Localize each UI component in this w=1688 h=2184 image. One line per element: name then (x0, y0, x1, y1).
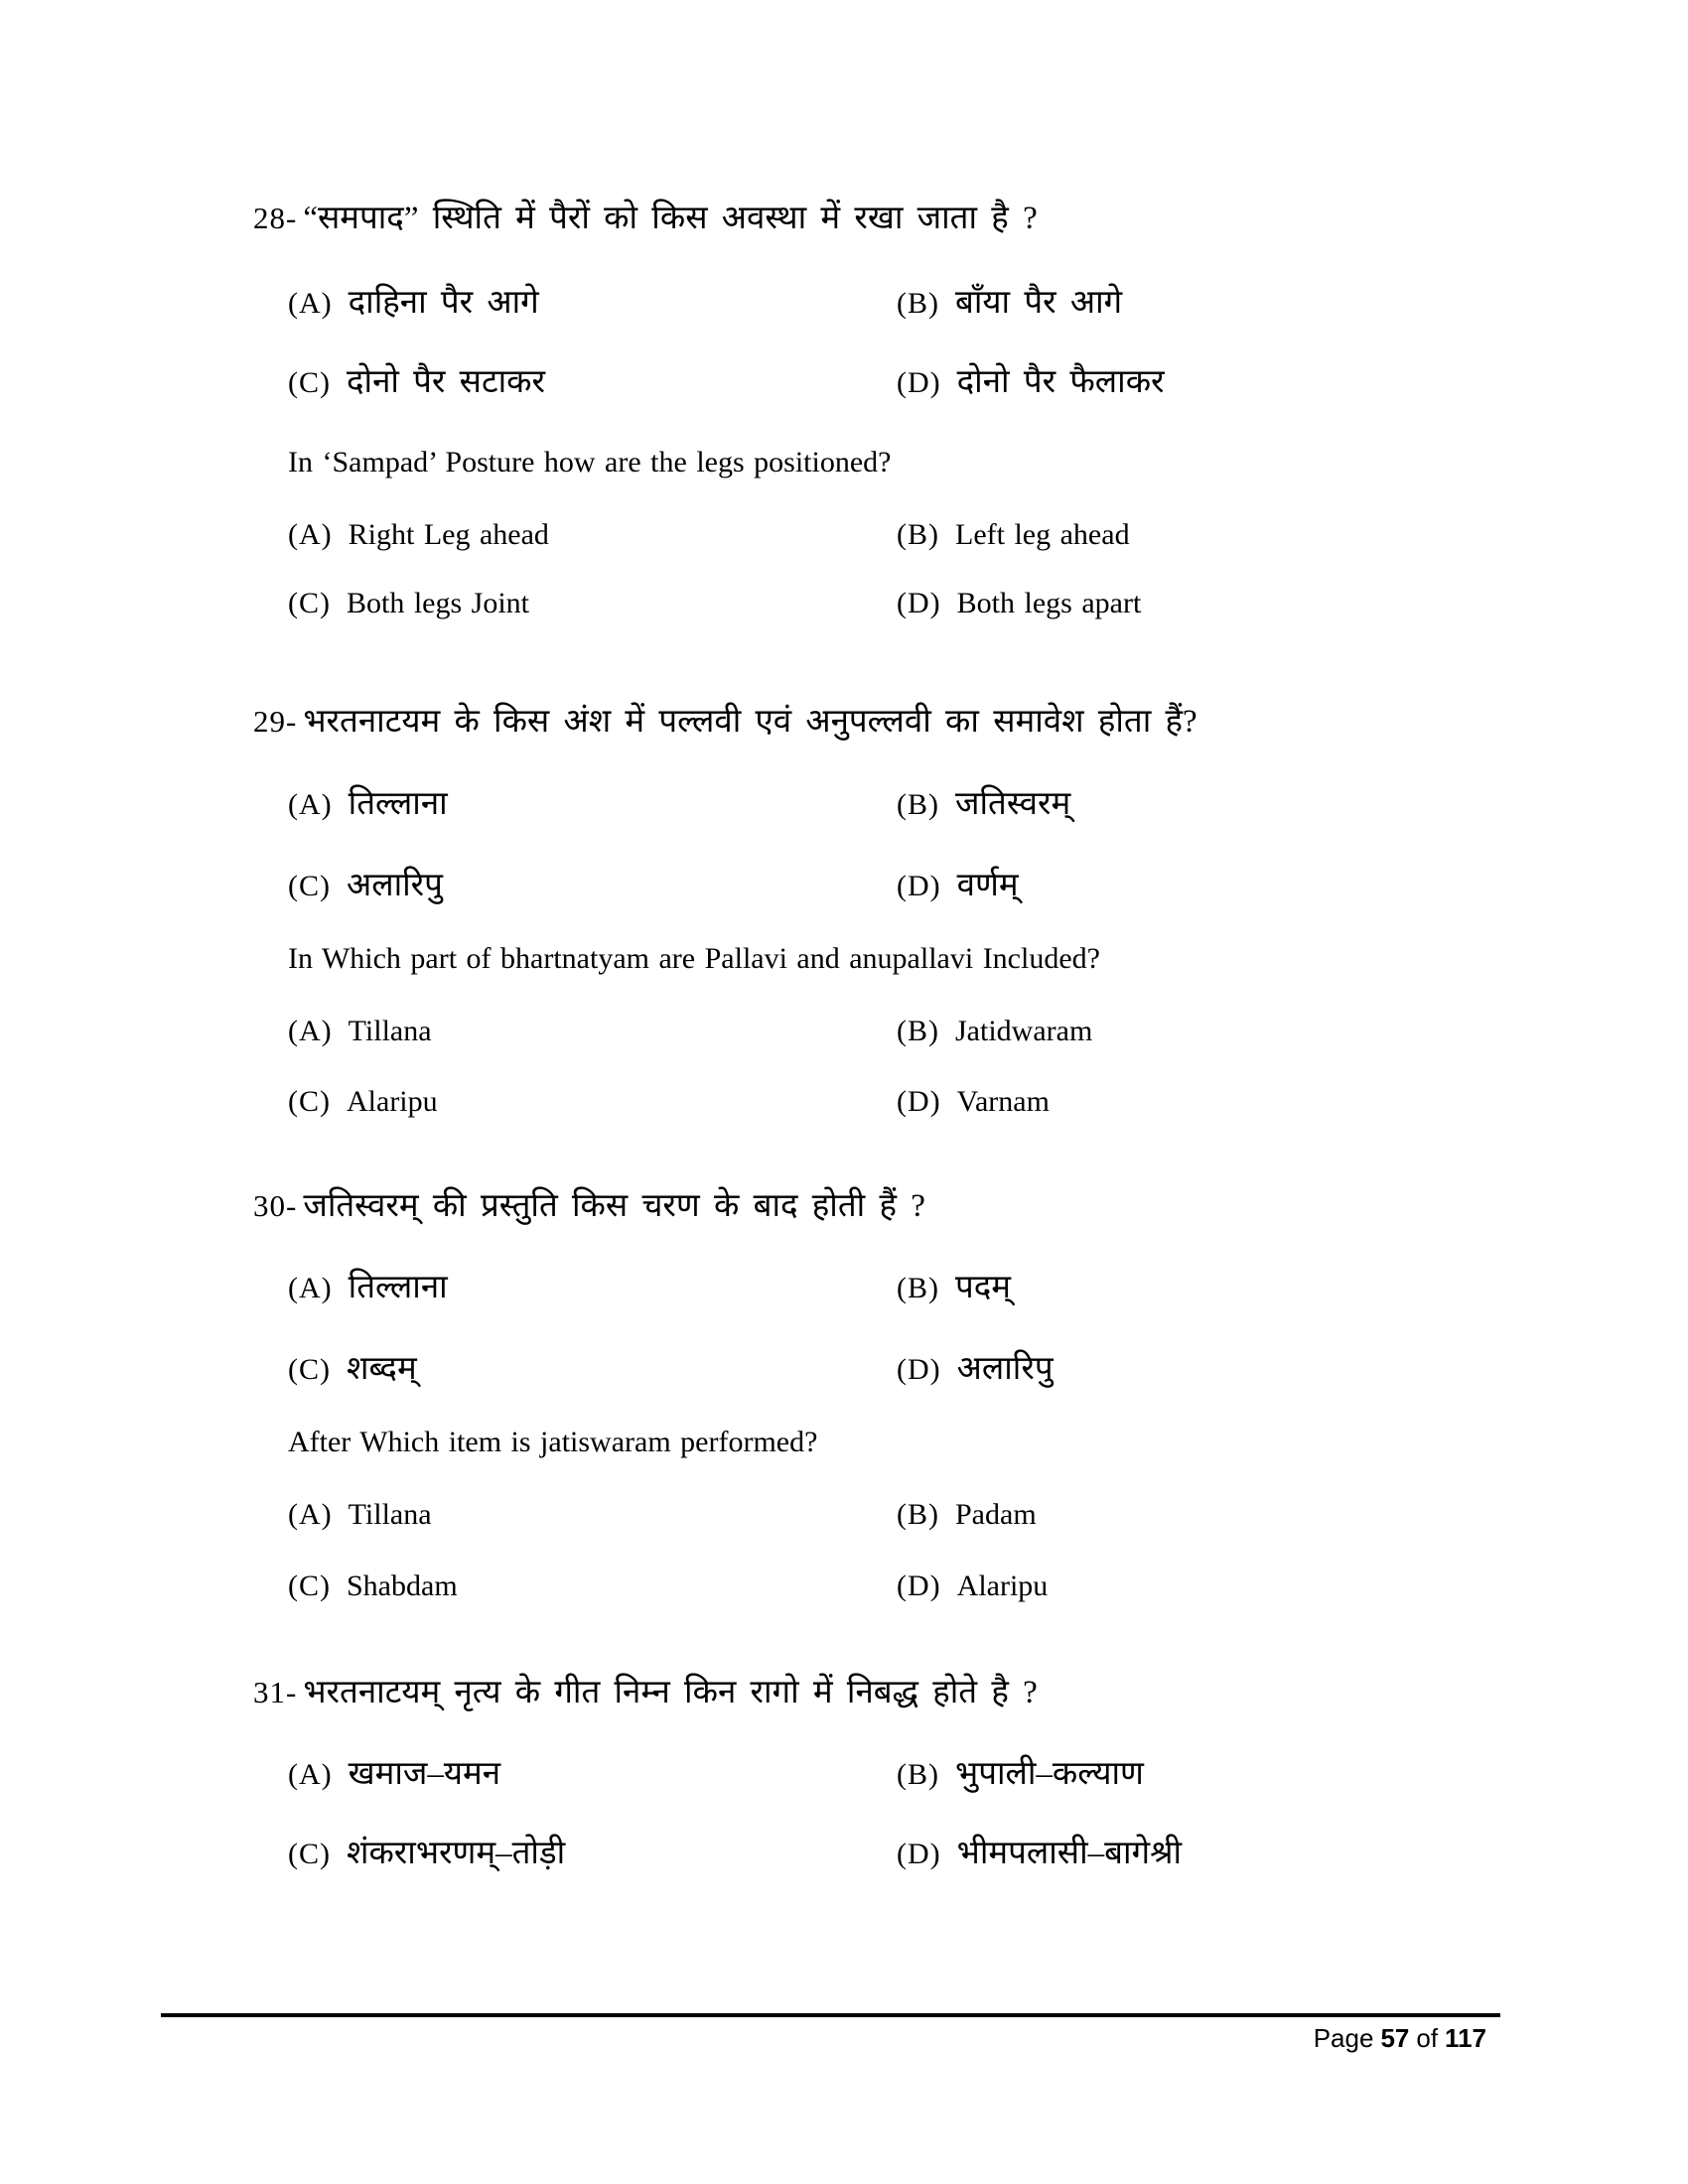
option-c (288, 585, 529, 622)
option-label: (A) (288, 1015, 333, 1047)
option-d (897, 362, 1165, 403)
option-text: दोनो पैर फैलाकर (956, 364, 1165, 400)
option-text: दाहिना पैर आगे (348, 285, 539, 321)
footer-of-label: of (1416, 2023, 1439, 2053)
english-question-text: After Which item is jatiswaram performed? (288, 1426, 818, 1458)
hindi-question-text: “समपाद” स्थिति में पैरों को किस अवस्था में रखा जाता है ? (303, 201, 1038, 236)
question-30-hindi-line (253, 1186, 1544, 1246)
question-30-hindi-options-row-2 (0, 1349, 1688, 1409)
question-28-hindi-options-row-1 (0, 283, 1688, 342)
option-d (897, 1568, 1048, 1605)
option-label: (C) (288, 587, 331, 619)
option-label: (B) (897, 1758, 939, 1791)
option-text: Tillana (348, 1015, 432, 1047)
question-31-hindi-options-row-2 (0, 1834, 1688, 1893)
option-text: Left leg ahead (955, 518, 1130, 551)
option-a (288, 516, 549, 554)
option-text: अलारिपु (956, 1351, 1054, 1387)
option-label: (D) (897, 1085, 941, 1118)
option-label: (A) (288, 1758, 333, 1791)
option-d (897, 585, 1141, 622)
option-label: (B) (897, 287, 939, 320)
hindi-question-text: भरतनाटयम् नृत्य के गीत निम्न किन रागो में निबद्ध होते है ? (303, 1675, 1038, 1710)
footer-divider-line (161, 2013, 1500, 2017)
option-a (288, 1268, 448, 1308)
question-29-english-options-row-1 (0, 1013, 1688, 1072)
option-label: (C) (288, 366, 331, 399)
footer-page-prefix: Page (1313, 2023, 1374, 2053)
option-text: भीमपलासी–बागेश्री (956, 1836, 1183, 1871)
option-b (897, 1496, 1037, 1534)
option-label: (B) (897, 788, 939, 821)
question-29-english-line (288, 941, 1529, 1001)
option-text: Shabdam (347, 1570, 458, 1602)
option-a (288, 1754, 500, 1795)
option-label: (D) (897, 366, 941, 399)
option-d (897, 866, 1019, 906)
option-text: तिल्लाना (348, 1270, 448, 1305)
option-label: (A) (288, 1272, 333, 1304)
option-label: (D) (897, 1838, 941, 1870)
option-text: खमाज–यमन (348, 1756, 501, 1792)
footer-page-indicator (1314, 2023, 1486, 2054)
option-d (897, 1349, 1054, 1390)
question-30-english-options-row-1 (0, 1496, 1688, 1556)
english-question-text: In Which part of bhartnatyam are Pallavi and anupallavi Included? (288, 942, 1100, 975)
option-label: (B) (897, 1272, 939, 1304)
question-number: 29- (253, 704, 298, 739)
option-b (897, 283, 1122, 324)
option-d (897, 1083, 1050, 1121)
option-text: अलारिपु (347, 868, 443, 903)
hindi-question-text: जतिस्वरम् की प्रस्तुति किस चरण के बाद होती हैं ? (303, 1188, 925, 1224)
question-28-hindi-line (253, 199, 1544, 258)
option-label: (B) (897, 1015, 939, 1047)
option-text: भुपाली–कल्याण (955, 1756, 1144, 1792)
option-text: Alaripu (347, 1085, 438, 1118)
question-number: 28- (253, 201, 298, 235)
option-b (897, 784, 1070, 825)
option-label: (C) (288, 870, 331, 902)
option-label: (A) (288, 287, 333, 320)
option-b (897, 1268, 1011, 1308)
option-text: तिल्लाना (348, 786, 448, 822)
question-31-hindi-options-row-1 (0, 1754, 1688, 1814)
footer-page-number: 57 (1380, 2023, 1410, 2053)
question-28-english-options-row-2 (0, 585, 1688, 644)
option-text: वर्णम् (956, 868, 1019, 903)
question-30-english-line (288, 1425, 1529, 1484)
option-label: (C) (288, 1085, 331, 1118)
question-29-hindi-line (253, 702, 1544, 761)
question-number: 31- (253, 1675, 298, 1709)
option-c (288, 1834, 565, 1874)
option-b (897, 516, 1130, 554)
option-label: (D) (897, 1353, 941, 1386)
option-text: शब्दम् (347, 1351, 417, 1387)
option-b (897, 1013, 1092, 1050)
option-a (288, 1013, 432, 1050)
option-a (288, 1496, 432, 1534)
option-text: Jatidwaram (955, 1015, 1093, 1047)
question-30-hindi-options-row-1 (0, 1268, 1688, 1327)
option-text: जतिस्वरम् (955, 786, 1071, 822)
option-text: Padam (955, 1498, 1037, 1531)
option-label: (A) (288, 518, 333, 551)
option-label: (C) (288, 1353, 331, 1386)
english-question-text: In ‘Sampad’ Posture how are the legs positioned? (288, 446, 892, 478)
question-28-english-line (288, 445, 1529, 504)
question-31-hindi-line (253, 1673, 1544, 1732)
option-text: बाँया पैर आगे (955, 285, 1123, 321)
option-label: (D) (897, 1570, 941, 1602)
option-label: (B) (897, 1498, 939, 1531)
question-30-english-options-row-2 (0, 1568, 1688, 1627)
option-label: (D) (897, 587, 941, 619)
question-29-hindi-options-row-1 (0, 784, 1688, 844)
option-text: शंकराभरणम्–तोड़ी (347, 1836, 566, 1871)
option-text: Tillana (348, 1498, 432, 1531)
option-text: Varnam (956, 1085, 1050, 1118)
option-a (288, 283, 539, 324)
option-text: दोनो पैर सटाकर (347, 364, 546, 400)
question-number: 30- (253, 1188, 298, 1223)
option-label: (B) (897, 518, 939, 551)
option-label: (A) (288, 788, 333, 821)
option-text: Both legs apart (956, 587, 1142, 619)
option-c (288, 866, 443, 906)
option-label: (C) (288, 1570, 331, 1602)
option-b (897, 1754, 1144, 1795)
hindi-question-text: भरतनाटयम के किस अंश में पल्लवी एवं अनुपल्लवी का समावेश होता हैं? (303, 704, 1197, 740)
option-c (288, 1568, 458, 1605)
option-text: Right Leg ahead (348, 518, 549, 551)
question-28-english-options-row-1 (0, 516, 1688, 576)
option-label: (C) (288, 1838, 331, 1870)
option-c (288, 1349, 417, 1390)
question-29-hindi-options-row-2 (0, 866, 1688, 925)
option-text: Both legs Joint (347, 587, 530, 619)
footer-total-pages: 117 (1445, 2023, 1486, 2053)
question-28-hindi-options-row-2 (0, 362, 1688, 422)
option-label: (A) (288, 1498, 333, 1531)
option-c (288, 1083, 438, 1121)
option-label: (D) (897, 870, 941, 902)
question-29-english-options-row-2 (0, 1083, 1688, 1143)
option-text: Alaripu (956, 1570, 1049, 1602)
option-a (288, 784, 448, 825)
option-d (897, 1834, 1182, 1874)
option-text: पदम् (955, 1270, 1012, 1305)
option-c (288, 362, 545, 403)
